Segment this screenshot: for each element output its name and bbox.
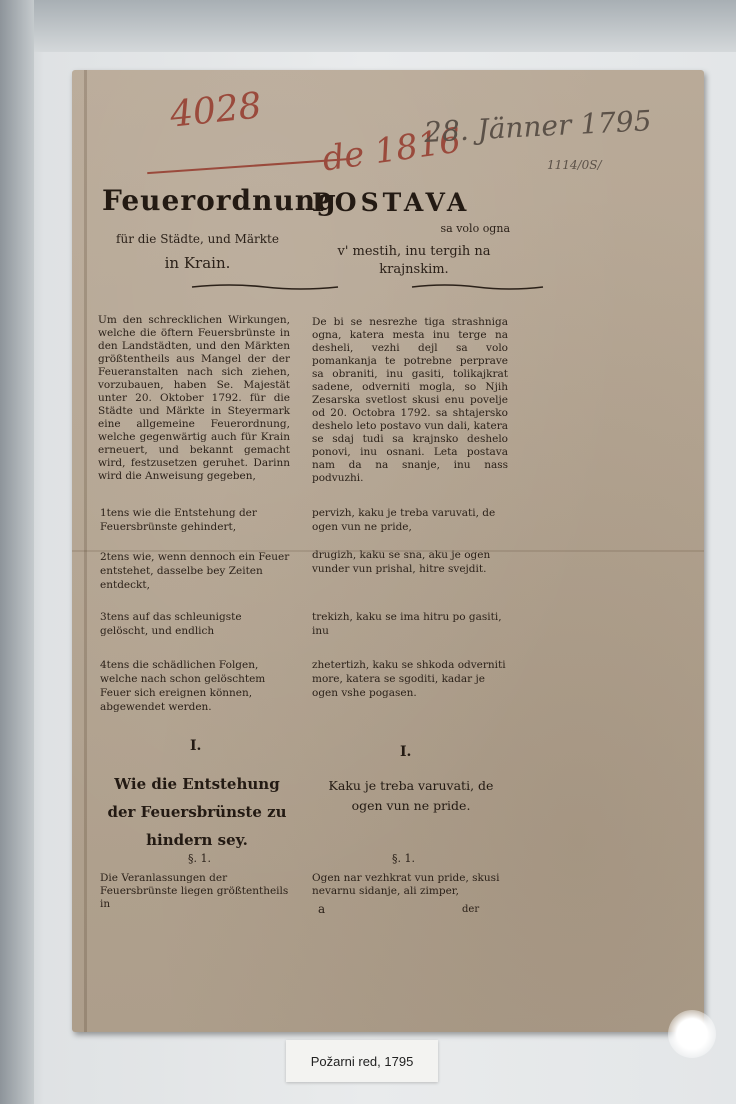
slovene-paragraph-text: Ogen nar vezhkrat vun pride, skusi nevarnu sidanje, ali zimper, [312,872,500,897]
german-section-heading: Wie die Entstehung der Feuersbrünste zu hindern sey. [107,775,287,849]
display-case-left-edge [0,0,34,1104]
german-paragraph-text: Die Veranlassungen der Feuersbrünste liegen größtentheils in [100,872,289,910]
date-note-handwriting: 28. Jänner 1795 [423,104,653,149]
german-title: Feuerordnung [102,184,337,217]
german-item-1: 1tens wie die Entstehung der Feuersbrünste gehindert, [100,507,257,533]
slovene-subtitle-line3: krajnskim. [379,262,449,277]
slovene-item-3: trekizh, kaku se ima hitru po gasiti, inu [312,611,502,637]
german-item-2: 2tens wie, wenn dennoch ein Feuer entstehet, dasselbe bey Zeiten entdeckt, [100,551,290,591]
red-ink-stroke [147,158,352,174]
slovene-item-4: zhetertizh, kaku se shkoda odverniti more, katera se sgoditi, kadar je ogen vshe pogasen. [312,659,506,699]
german-ornament-rule [190,282,340,292]
slovene-paragraph-label: §. 1. [392,852,415,865]
slovene-title: POSTAVA [312,188,471,217]
slovene-ornament-rule [410,282,545,292]
light-glare [668,1010,716,1058]
slovene-section-heading: Kaku je treba varuvati, de ogen vun ne pride. [328,778,494,813]
german-subtitle: für die Städte, und Märkte [116,232,279,246]
slovene-subtitle: sa volo ogna [440,222,510,235]
museum-label-text: Požarni red, 1795 [310,1053,414,1069]
slovene-intro-paragraph: De bi se nesrezhe tiga strashniga ogna, katera mesta inu terge na desheli, vezhi dejl sa volo pomankanja te potrebne perprave sa obraniti, inu gasiti, tolikajkrat sadene, odverniti mogla, so Njih Zesarska svetlost skusi enu povelje od 20. Octobra 1792. sa shtajersko deshelo leto postavo vun dali, katera se sdaj tudi sa krajnsko deshelo ponovi, inu osnani. Leta postava nam da na snanje, inu nass podvuzhi. [312,316,508,484]
slovene-subtitle-line2: v' mestih, inu tergih na [337,244,491,259]
reference-note-handwriting: 1114/0S/ [547,158,602,172]
year-note-handwriting: de 1816 [319,120,464,180]
german-item-4: 4tens die schädlichen Folgen, welche nach schon gelöschtem Feuer sich ereignen können, abgewendet werden. [100,659,266,713]
german-intro-paragraph: Um den schrecklichen Wirkungen, welche die öftern Feuersbrünste in den Landstädten, und den Märkten größtentheils aus Mangel der der Feueranstalten nach sich ziehen, vorzubauen, haben Se. Majestät unter 20. Oktober 1792. für die Städte und Märkte in Steyermark eine allgemeine Feuerordnung, welche gegenwärtig auch für Krain erneuert, und bekannt gemacht wird, festzusetzen geruhet. Darinn wird die Anweisung gegeben, [98,314,290,482]
slovene-item-2: drugizh, kaku se sna, aku je ogen vunder vun prishal, hitre svejdit. [312,549,491,575]
catchword-right: der [462,904,480,915]
slovene-section-number: I. [400,744,412,760]
inventory-number-handwriting: 4028 [168,85,264,136]
display-case-top-edge [0,0,736,52]
slovene-item-1: pervizh, kaku je treba varuvati, de ogen vun ne pride, [312,507,496,533]
catchword-left: a [318,902,326,916]
historic-document [72,70,704,1032]
german-paragraph-label: §. 1. [188,852,211,865]
german-place: in Krain. [164,254,231,272]
german-section-number: I. [190,738,202,754]
museum-label-card [286,1040,438,1082]
german-item-3: 3tens auf das schleunigste gelöscht, und endlich [100,611,242,637]
